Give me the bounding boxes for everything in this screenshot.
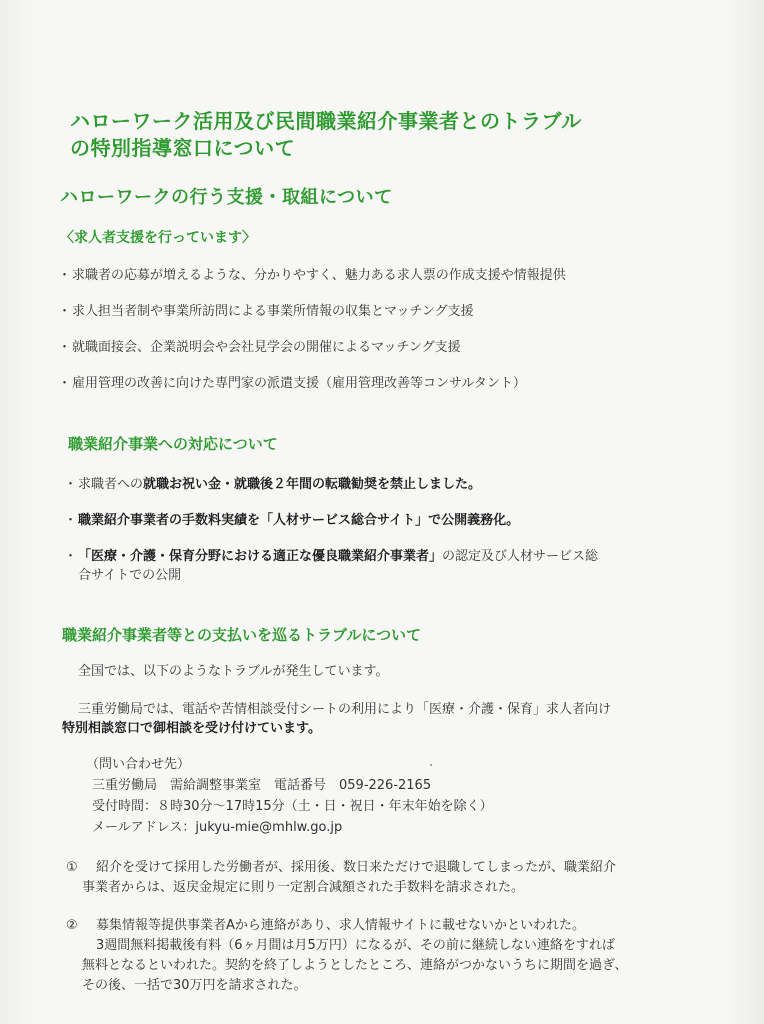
list-item: ・求職者の応募が増えるような、分かりやすく、魅力ある求人票の作成支援や情報提供 (58, 268, 566, 283)
bullet-dot: ・ (58, 268, 72, 283)
title-line-1: ハローワーク活用及び民間職業紹介事業者とのトラブル (70, 109, 582, 133)
bullet-dot: ・ (58, 340, 72, 355)
contact-label: （問い合わせ先） (86, 757, 191, 772)
bullet-dot: ・ (64, 549, 78, 564)
case-item-2: ② 募集情報等提供事業者Aから連絡があり、求人情報サイトに載せないかといわれた。 3週間無料掲載後有料（6ヶ月間は月5万円）になるが、その前に継続しない連絡をすれば 無料となるといわれた。契約を終了しようとしたところ、連絡がつかないうちに期間を過ぎ、 その後、一括で30万円を請求された。 (66, 918, 628, 993)
contact-hours: 受付時間：８時30分～17時15分（土・日・祝日・年末年始を除く） (92, 799, 493, 814)
section3-intro: 全国では、以下のようなトラブルが発生しています。 (78, 664, 389, 679)
case-item-1: ① 紹介を受けて採用した労働者が、採用後、数日来ただけで退職してしまったが、職業紹介 事業者からは、返戻金規定に則り一定割合減額された手数料を請求された。 (66, 860, 617, 895)
list-item: ・求職者への就職お祝い金・就職後２年間の転職勧奨を禁止しました。 (64, 477, 482, 492)
bullet-dot: ・ (64, 477, 78, 492)
contact-block (86, 754, 746, 838)
list-item: ・雇用管理の改善に向けた専門家の派遣支援（雇用管理改善等コンサルタント） (58, 376, 526, 391)
list-item: ・職業紹介事業者の手数料実績を「人材サービス総合サイト」で公開義務化。 (64, 513, 520, 528)
section1-heading: ハローワークの行う支援・取組について (60, 187, 393, 208)
scan-speck (430, 764, 432, 766)
list-item-continuation: 合サイトでの公開 (78, 568, 182, 583)
list-item: ・「医療・介護・保育分野における適正な優良職業紹介事業者」の認定及び人材サービス総 合サイトでの公開 (64, 547, 704, 585)
bullet-dot: ・ (64, 513, 78, 528)
section1-subheading: 〈求人者支援を行っています〉 (60, 230, 256, 246)
list-item: ・求人担当者制や事業所訪問による事業所情報の収集とマッチング支援 (58, 304, 474, 319)
contact-office: 三重労働局 需給調整事業室 電話番号 059-226-2165 (92, 778, 432, 793)
document-title (70, 108, 710, 162)
bullet-dot: ・ (58, 376, 72, 391)
section3-heading: 職業紹介事業者等との支払いを巡るトラブルについて (62, 626, 422, 644)
contact-email: メールアドレス：jukyu-mie@mhlw.go.jp (92, 820, 343, 835)
bullet-dot: ・ (58, 304, 72, 319)
list-item: ・就職面接会、企業説明会や会社見学会の開催によるマッチング支援 (58, 340, 461, 355)
title-line-2: の特別指導窓口について (70, 136, 296, 160)
section2-heading: 職業紹介事業への対応について (68, 435, 278, 453)
section3-notice: 三重労働局では、電話や苦情相談受付シートの利用により「医療・介護・保育」求人者向け 特別相談窓口で御相談を受け付けています。 (62, 702, 612, 736)
